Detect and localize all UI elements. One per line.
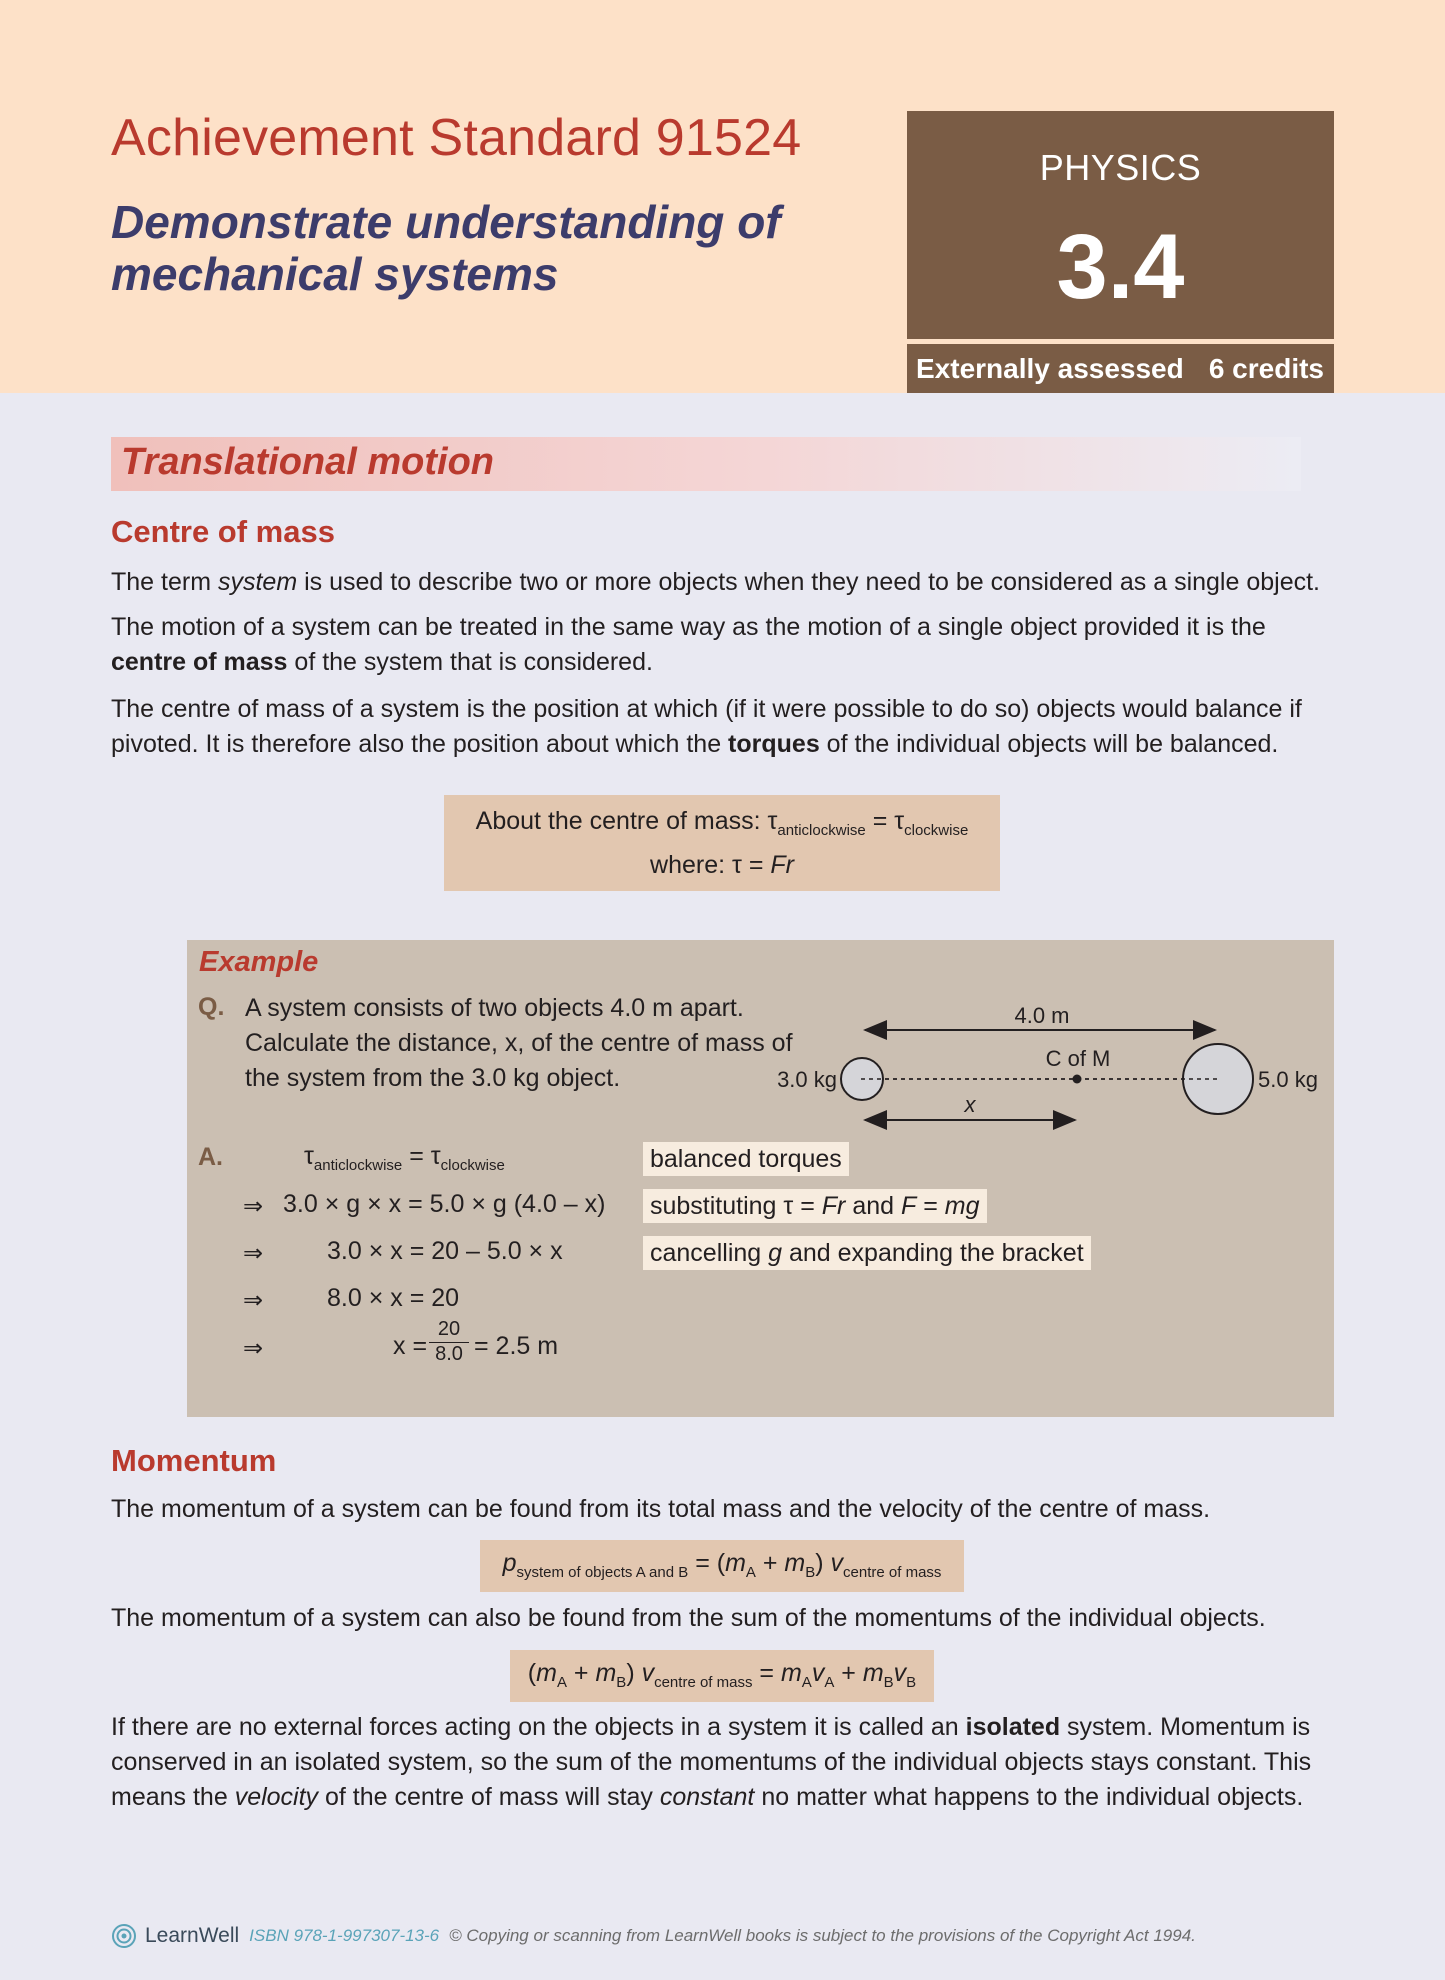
left-mass-label: 3.0 kg bbox=[777, 1067, 837, 1092]
text: = ( bbox=[688, 1549, 726, 1577]
x-label: x bbox=[964, 1092, 976, 1117]
subscript: A bbox=[556, 1674, 567, 1691]
momentum-formula-2 bbox=[510, 1659, 934, 1691]
page-header bbox=[0, 0, 1445, 393]
assessment-bar bbox=[907, 344, 1334, 393]
com-point bbox=[1073, 1075, 1082, 1084]
text: and bbox=[845, 1192, 901, 1220]
text: + bbox=[566, 1659, 596, 1687]
text: τ bbox=[304, 1142, 314, 1170]
text-italic: m bbox=[862, 1659, 884, 1687]
text: and expanding the bracket bbox=[782, 1239, 1084, 1267]
text: + bbox=[834, 1659, 863, 1687]
text: If there are no external forces acting on the objects in a system it is called an bbox=[111, 1713, 966, 1741]
com-label: C of M bbox=[1045, 1046, 1111, 1071]
text: = τ bbox=[402, 1142, 441, 1170]
text-italic: v bbox=[641, 1659, 655, 1687]
subscript: A bbox=[801, 1674, 812, 1691]
text-italic: p bbox=[502, 1549, 517, 1577]
text: ( bbox=[527, 1659, 537, 1687]
subscript: anticlockwise bbox=[313, 1157, 403, 1174]
paragraph-momentum-2: The momentum of a system can also be found from the sum of the momentums of the individual objects. bbox=[111, 1604, 1266, 1632]
momentum-heading: Momentum bbox=[111, 1443, 277, 1478]
torque-formula bbox=[444, 807, 1000, 839]
text: is used to describe two or more objects when they need to be considered as a single object. bbox=[297, 568, 1320, 596]
subtitle-line-1: Demonstrate understanding of bbox=[111, 196, 781, 248]
subscript: clockwise bbox=[440, 1157, 505, 1174]
text: of the centre of mass will stay bbox=[318, 1783, 660, 1811]
text-italic: m bbox=[725, 1549, 746, 1577]
text-italic: m bbox=[780, 1659, 802, 1687]
implies-arrow: ⇒ bbox=[243, 1335, 264, 1362]
text: ) bbox=[815, 1549, 831, 1577]
subscript: B bbox=[805, 1564, 816, 1581]
page-footer bbox=[111, 1921, 1196, 1951]
subject-code: 3.4 bbox=[1056, 216, 1185, 318]
subscript: B bbox=[906, 1674, 917, 1691]
note-2 bbox=[643, 1189, 987, 1223]
text: no matter what happens to the individual objects. bbox=[754, 1783, 1304, 1811]
answer-label: A. bbox=[198, 1143, 223, 1171]
momentum-formula-box-1 bbox=[480, 1540, 964, 1592]
example-title: Example bbox=[199, 946, 319, 978]
text-bold: isolated bbox=[965, 1713, 1061, 1741]
momentum-formula-box-2 bbox=[510, 1650, 934, 1702]
distance-label: 4.0 m bbox=[1014, 1003, 1070, 1028]
text-italic: F bbox=[901, 1192, 917, 1220]
question-label: Q. bbox=[198, 993, 225, 1021]
footer-isbn: ISBN 978-1-997307-13-6 bbox=[249, 1926, 440, 1945]
implies-arrow: ⇒ bbox=[243, 1193, 264, 1220]
subscript: A bbox=[745, 1564, 756, 1581]
text: cancelling bbox=[650, 1239, 769, 1267]
step-4: 8.0 × x = 20 bbox=[327, 1284, 460, 1312]
torque-formula-box bbox=[444, 795, 1000, 891]
text: of the individual objects will be balanced. bbox=[819, 730, 1279, 758]
text: of the system that is considered. bbox=[287, 648, 653, 676]
text-italic: mg bbox=[944, 1192, 980, 1220]
text-italic: v bbox=[830, 1549, 844, 1577]
text: The motion of a system can be treated in the same way as the motion of a single object provided it is the bbox=[111, 613, 1266, 641]
fraction-denominator: 8.0 bbox=[435, 1343, 463, 1365]
text-italic: m bbox=[536, 1659, 557, 1687]
subscript: system of objects A and B bbox=[516, 1564, 689, 1581]
paragraph-motion bbox=[111, 610, 1341, 680]
paragraph-system bbox=[111, 565, 1341, 600]
standard-title: Achievement Standard 91524 bbox=[111, 109, 802, 167]
text-italic: Fr bbox=[821, 1192, 846, 1220]
paragraph-isolated-system bbox=[111, 1710, 1341, 1815]
subject-name: PHYSICS bbox=[1039, 147, 1202, 188]
text: system. Momentum is conserved in an isolated system, so the sum of the momentums of the individual objects stays constant. This means the bbox=[111, 1713, 1312, 1811]
text-italic: velocity bbox=[234, 1783, 319, 1811]
text: About the centre of mass: τ bbox=[475, 807, 778, 835]
subscript: A bbox=[824, 1674, 835, 1691]
section-title: Translational motion bbox=[121, 441, 495, 483]
text: where: τ = bbox=[650, 851, 771, 879]
text: The centre of mass of a system is the position at which (if it were possible to do so) objects would balance if pivoted. It is therefore also the position about which the bbox=[111, 695, 1302, 758]
text: substituting τ = bbox=[650, 1192, 822, 1220]
step-5-rhs: = 2.5 m bbox=[474, 1332, 559, 1360]
text-italic: m bbox=[784, 1549, 806, 1577]
text: = bbox=[752, 1659, 781, 1687]
step-1 bbox=[304, 1142, 505, 1174]
step-5-lhs: x = bbox=[393, 1332, 428, 1360]
implies-arrow: ⇒ bbox=[243, 1240, 264, 1267]
text: The term bbox=[111, 568, 218, 596]
text-italic: system bbox=[217, 568, 298, 596]
text-bold: centre of mass bbox=[111, 648, 288, 676]
standard-subtitle bbox=[111, 196, 871, 300]
fraction-numerator: 20 bbox=[437, 1318, 461, 1340]
subject-box bbox=[907, 111, 1334, 339]
footer-copyright: © Copying or scanning from LearnWell books is subject to the provisions of the Copyright Act 1994. bbox=[449, 1926, 1196, 1945]
subscript: centre of mass bbox=[654, 1674, 753, 1691]
subscript: centre of mass bbox=[843, 1564, 942, 1581]
text: = bbox=[916, 1192, 945, 1220]
fraction bbox=[429, 1318, 469, 1366]
implies-arrow: ⇒ bbox=[243, 1287, 264, 1314]
footer-logo-text: LearnWell bbox=[145, 1924, 240, 1947]
step-2: 3.0 × g × x = 5.0 × g (4.0 – x) bbox=[283, 1190, 606, 1218]
example-box bbox=[187, 940, 1334, 1417]
text-italic: v bbox=[893, 1659, 907, 1687]
subtitle-line-2: mechanical systems bbox=[111, 248, 559, 300]
step-3: 3.0 × x = 20 – 5.0 × x bbox=[327, 1237, 563, 1265]
centre-of-mass-heading: Centre of mass bbox=[111, 514, 335, 549]
subscript: clockwise bbox=[904, 822, 969, 839]
subscript: anticlockwise bbox=[777, 822, 866, 839]
question-text: A system consists of two objects 4.0 m apart. Calculate the distance, x, of the centre of mass of the system from the 3.0 kg object. bbox=[245, 994, 793, 1092]
note-3 bbox=[643, 1236, 1091, 1270]
text-italic: g bbox=[768, 1239, 783, 1267]
text: = τ bbox=[865, 807, 905, 835]
credits: 6 credits bbox=[1208, 352, 1324, 384]
subscript: B bbox=[616, 1674, 627, 1691]
learnwell-logo-icon bbox=[111, 1923, 137, 1949]
assessment-type: Externally assessed bbox=[916, 352, 1184, 384]
subscript: B bbox=[883, 1674, 894, 1691]
momentum-formula-1 bbox=[480, 1549, 964, 1581]
note-1: balanced torques bbox=[643, 1142, 849, 1176]
text-italic: v bbox=[811, 1659, 825, 1687]
text-italic: m bbox=[595, 1659, 617, 1687]
text-italic: Fr bbox=[770, 851, 794, 879]
text: + bbox=[755, 1549, 785, 1577]
text: ) bbox=[626, 1659, 642, 1687]
paragraph-momentum-1: The momentum of a system can be found from its total mass and the velocity of the centre of mass. bbox=[111, 1495, 1211, 1523]
right-mass-label: 5.0 kg bbox=[1258, 1067, 1318, 1092]
text-italic: constant bbox=[659, 1783, 755, 1811]
torque-definition bbox=[444, 851, 1000, 880]
section-band bbox=[111, 437, 1301, 491]
text-bold: torques bbox=[728, 730, 820, 758]
paragraph-balance bbox=[111, 692, 1341, 762]
centre-of-mass-diagram bbox=[187, 940, 1334, 1140]
